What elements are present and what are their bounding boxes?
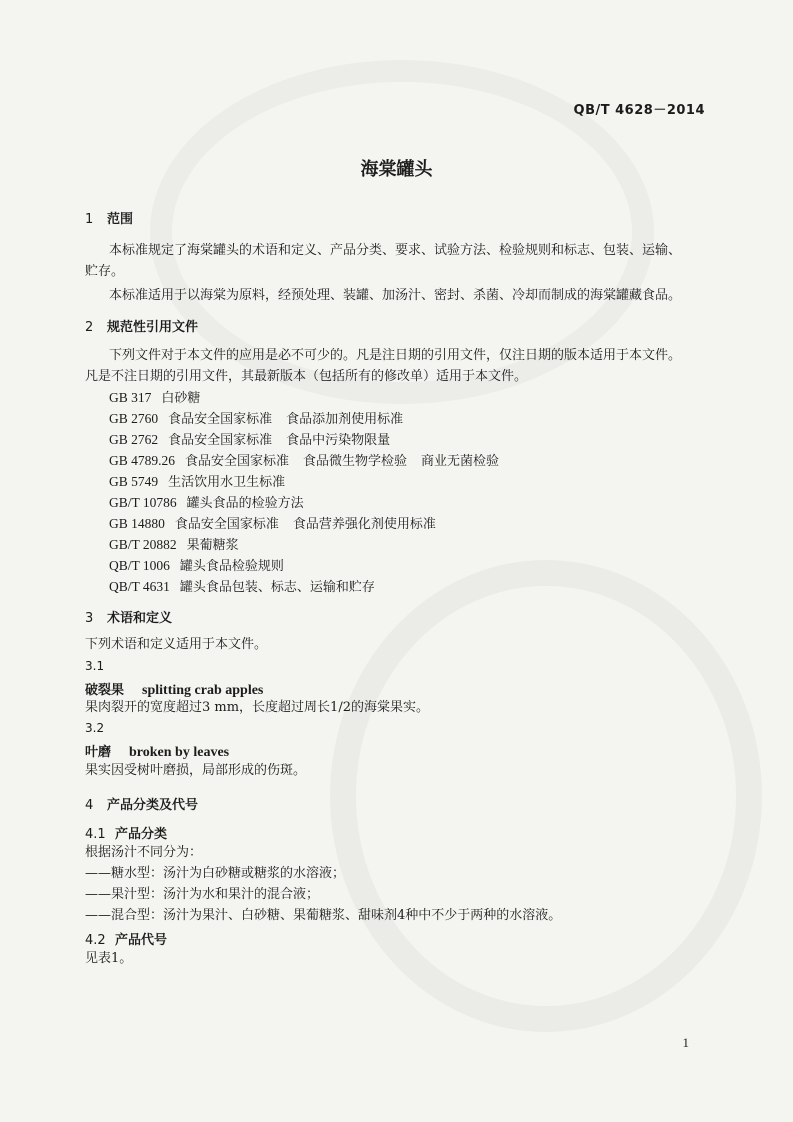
reference-item [109,387,200,406]
reference-title: 罐头食品检验规则 [179,559,284,574]
reference-title: 食品添加剂使用标准 [286,412,404,427]
reference-title: 生活饮用水卫生标准 [168,475,286,490]
section-heading [85,208,133,227]
list-item: ——混合型：汤汁为果汁、白砂糖、果葡糖浆、甜味剂4种中不少于两种的水溶液。 [85,908,562,923]
term-english: splitting crab apples [142,683,264,698]
paragraph-line: 贮存。 [85,264,125,279]
reference-code: GB 14880 [109,516,165,531]
paragraph-line: 本标准适用于以海棠为原料，经预处理、装罐、加汤汁、密封、杀菌、冷却而制成的海棠罐藏食品。 [109,288,682,303]
standard-number: QB/T 4628－2014 [573,103,705,118]
paragraph-line: 下列文件对于本文件的应用是必不可少的。凡是注日期的引用文件，仅注日期的版本适用于本文件。 [109,348,682,363]
subsection-number: 4.2 [85,933,106,948]
reference-item [109,576,375,595]
reference-item [109,513,436,532]
term-heading [85,741,229,761]
section-heading [85,794,198,813]
paragraph-line: 根据汤汁不同分为： [85,845,203,860]
reference-item [109,534,239,553]
reference-title: 罐头食品的检验方法 [186,496,304,511]
reference-code: QB/T 1006 [109,558,170,573]
reference-title: 果葡糖浆 [186,538,239,553]
section-number: 4 [85,798,94,813]
reference-item [109,492,304,511]
section-title: 产品分类及代号 [107,798,199,813]
term-number: 3.2 [85,721,105,735]
section-number: 3 [85,611,94,626]
reference-title: 食品中污染物限量 [286,433,391,448]
section-title: 术语和定义 [107,611,173,626]
term-chinese: 破裂果 [85,683,125,698]
term-chinese: 叶磨 [85,745,112,760]
reference-code: GB 2762 [109,432,159,447]
subsection-number: 4.1 [85,827,106,842]
reference-code: QB/T 4631 [109,579,170,594]
reference-title: 食品安全国家标准 [168,433,273,448]
reference-title: 食品营养强化剂使用标准 [292,517,436,532]
subsection-title: 产品分类 [115,827,168,842]
subsection-heading [85,929,167,948]
term-number: 3.1 [85,659,105,673]
section-heading [85,316,198,335]
term-definition: 果肉裂开的宽度超过3 mm，长度超过周长1/2的海棠果实。 [85,700,429,715]
reference-code: GB/T 10786 [109,495,177,510]
paragraph-line: 凡是不注日期的引用文件，其最新版本（包括所有的修改单）适用于本文件。 [85,369,528,384]
reference-item [109,555,284,574]
section-number: 2 [85,320,94,335]
reference-item [109,471,285,490]
reference-item [109,408,403,427]
reference-title: 白砂糖 [161,391,201,406]
section-title: 范围 [107,212,134,227]
reference-code: GB 2760 [109,411,159,426]
show-through-shadow [330,560,762,1032]
reference-title: 罐头食品包装、标志、运输和贮存 [179,580,375,595]
section-heading [85,607,172,626]
section-number: 1 [85,212,94,227]
list-item: ——糖水型：汤汁为白砂糖或糖浆的水溶液； [85,866,346,881]
reference-item [109,429,390,448]
subsection-title: 产品代号 [115,933,168,948]
term-english: broken by leaves [129,745,230,760]
reference-item [109,450,499,469]
paragraph-line: 见表1。 [85,951,133,966]
subsection-heading [85,823,167,842]
reference-title: 食品安全国家标准 [174,517,279,532]
reference-code: GB 4789.26 [109,453,176,468]
term-heading [85,679,263,699]
reference-title: 食品微生物学检验 [303,454,408,469]
paragraph-line: 下列术语和定义适用于本文件。 [85,637,268,652]
term-definition: 果实因受树叶磨损，局部形成的伤斑。 [85,763,307,778]
reference-code: GB 317 [109,390,152,405]
document-title: 海棠罐头 [360,159,433,180]
reference-title: 食品安全国家标准 [168,412,273,427]
page-number: 1 [682,1035,689,1050]
section-title: 规范性引用文件 [107,320,199,335]
paragraph-line: 本标准规定了海棠罐头的术语和定义、产品分类、要求、试验方法、检验规则和标志、包装、运输、 [109,243,682,258]
reference-title: 食品安全国家标准 [185,454,290,469]
reference-title: 商业无菌检验 [421,454,500,469]
reference-code: GB 5749 [109,474,159,489]
reference-code: GB/T 20882 [109,537,177,552]
list-item: ——果汁型：汤汁为水和果汁的混合液； [85,887,320,902]
